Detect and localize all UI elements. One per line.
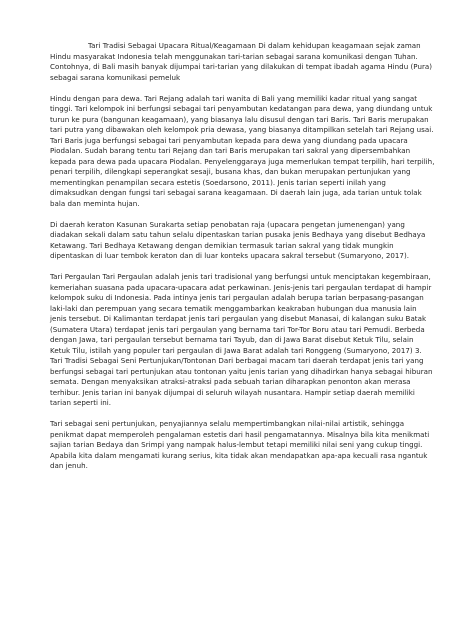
paragraph-tari-pergaulan: Tari Pergaulan Tari Pergaulan adalah jenis tari tradisional yang berfungsi untuk menciptakan kegembiraan, kemeriahan suasana pada upacara-upacara adat perkawinan. Jenis-jenis tari pergaulan terdapat di hampir kelompok suku di Indonesia. Pada intinya jenis tari pergaulan adalah berupa tarian berpasang-pasangan laki-laki dan perempuan yang secara tematik menggambarkan keakraban hubungan dua manusia lain jenis tersebut. Di Kalimantan terdapat jenis tari pergaulan yang disebut Manasai, di kalangan suku Batak (Sumatera Utara) terdapat jenis tari pergaulan yang bernama tari Tor-Tor Boru atau tari Pemudi. Berbeda dengan Jawa, tari pergaulan tersebut bernama tari Tayub, dan di Jawa Barat disebut Ketuk Tilu, selain Ketuk Tilu, istilah yang populer tari pergaulan di Jawa Barat adalah tari Ronggeng (Sumaryono, 2017) 3. Tari Tradisi Sebagai Seni Pertunjukan/Tontonan Dari berbagai macam tari daerah terdapat jenis tari yang berfungsi sebagai tari pertunjukan atau tontonan yaitu jenis tarian yang dihadirkan hanya sebagai hiburan semata. Dengan menyaksikan atraksi-atraksi pada sebuah tarian diharapkan penonton akan merasa terhibur. Jenis tarian ini banyak dijumpai di seluruh wilayah nusantara. Hampir setiap daerah memiliki tarian seperti ini. <box>50 272 433 407</box>
paragraph-bedhaya-ketawang: Di daerah keraton Kasunan Surakarta setiap penobatan raja (upacara pengetan jumenengan) yang diadakan sekali dalam satu tahun selalu dipentaskan tarian pusaka jenis Bedhaya yang disebut Bedhaya Ketawang. Tari Bedhaya Ketawang dengan demikian termasuk tarian sakral yang tidak mungkin dipentaskan di luar tembok keraton dan di luar konteks upacara sakral tersebut (Sumaryono, 2017). <box>50 219 426 260</box>
paragraph-rejang-baris: Hindu dengan para dewa. Tari Rejang adalah tari wanita di Bali yang memiliki kadar ritual yang sangat tinggi. Tari kelompok ini berfungsi sebagai tari penyambutan kedatangan para dewa, yang diundang untuk turun ke pura (bangunan keagamaan), yang biasanya lalu disusul dengan tari Baris. Tari Baris merupakan tari putra yang dibawakan oleh kelompok pria dewasa, yang biasanya ditampilkan setelah tari Rejang usai. Tari Baris juga berfungsi sebagai tari penyambutan kepada para dewa yang diundang pada upacara Piodalan. Sudah barang tentu tari Rejang dan tari Baris merupakan tari sakral yang dipersembahkan kepada para dewa pada upacara Piodalan. Penyelenggaraya juga memerlukan tempat terpilih, hari terpilih, penari terpilih, dilengkapi seperangkat sesaji, busana khas, dan bukan merupakan pertunjukan yang mementingkan penampilan secara estetis (Soedarsono, 2011). Jenis tarian seperti inilah yang dimaksudkan dengan fungsi tari sebagai sarana keagamaan. Di daerah lain juga, ada tarian untuk tolak bala dan meminta hujan. <box>50 93 435 208</box>
document-body <box>50 41 435 482</box>
paragraph-seni-pertunjukan: Tari sebagai seni pertunjukan, penyajiannya selalu mempertimbangkan nilai-nilai artistik, sehingga penikmat dapat memperoleh pengalaman estetis dari hasil pengamatannya. Misalnya bila kita menikmati sajian tarian Bedaya dan Srimpi yang nampak halus-lembut tetapi memiliki nilai seni yang cukup tinggi. Apabila kita dalam mengamati kurang serius, kita tidak akan mendapatkan apa-apa kecuali rasa ngantuk dan jenuh. <box>50 419 430 470</box>
paragraph-ritual-intro: Tari Tradisi Sebagai Upacara Ritual/Keagamaan Di dalam kehidupan keagamaan sejak zaman Hindu masyarakat Indonesia telah menggunakan tari-tarian sebagai sarana komunikasi dengan Tuhan. Contohnya, di Bali masih banyak dijumpai tari-tarian yang dilakukan di tempat ibadah agama Hindu (Pura) sebagai sarana komunikasi pemeluk <box>50 41 433 82</box>
